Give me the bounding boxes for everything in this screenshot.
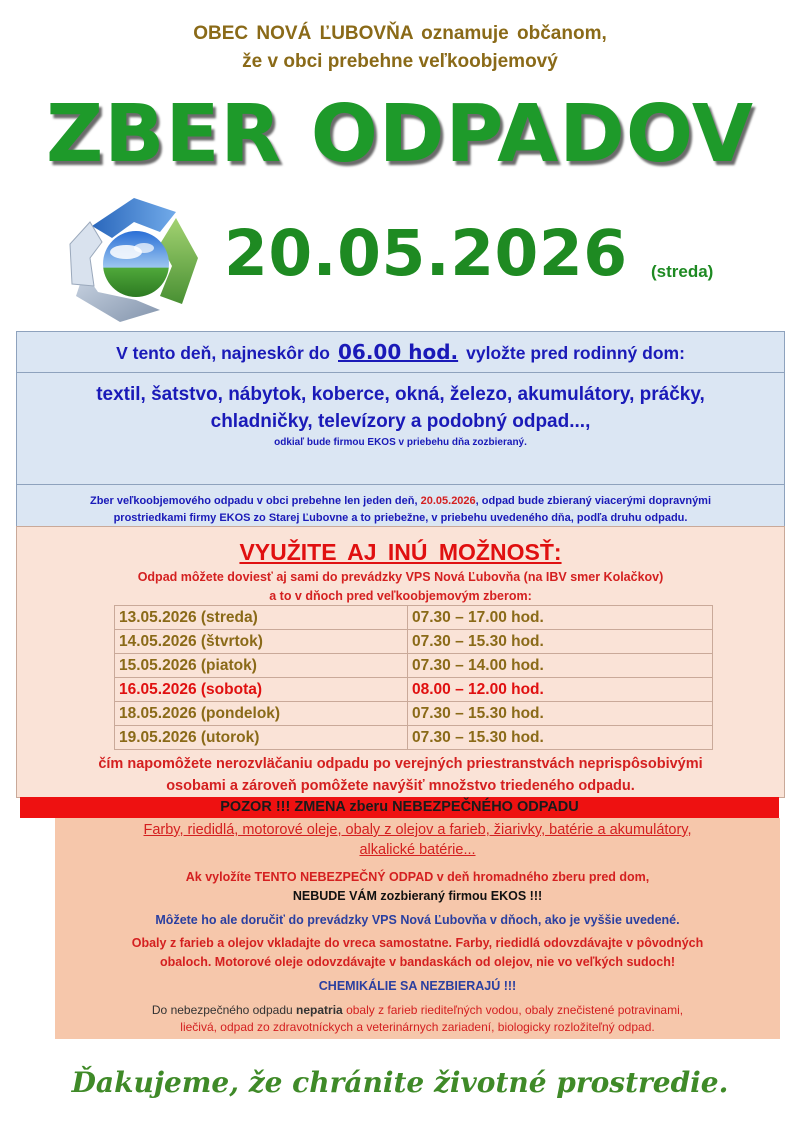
schedule-date: 16.05.2026 (sobota): [115, 678, 408, 702]
alternative-footer-line-2: osobami a zároveň pomôžete navýšiť množstvo triedeného odpadu.: [166, 778, 635, 794]
alternative-sub-line-2: a to v dňoch pred veľkoobjemovým zberom:: [269, 589, 532, 603]
hazardous-list: [55, 820, 780, 860]
schedule-hours: 07.30 – 15.30 hod.: [408, 726, 713, 750]
alternative-sub-line-1: Odpad môžete doviesť aj sami do prevádzky VPS Nová Ľubovňa (na IBV smer Kolačkov): [137, 570, 664, 584]
table-row: [115, 606, 713, 630]
table-row: [115, 702, 713, 726]
hazardous-waste-panel: [55, 818, 780, 1039]
accepted-items-line-2: chladničky, televízory a podobný odpad...,: [210, 411, 591, 432]
accepted-items-row: [17, 373, 784, 485]
collection-notice-panel: [16, 331, 785, 556]
schedule-hours: 07.30 – 15.30 hod.: [408, 630, 713, 654]
schedule-date: 15.05.2026 (piatok): [115, 654, 408, 678]
accepted-items-line-1: textil, šatstvo, nábytok, koberce, okná, železo, akumulátory, práčky,: [96, 384, 705, 405]
deadline-row: [17, 332, 784, 373]
collection-info-line-2: prostriedkami firmy EKOS zo Starej Ľubovne a to priebežne, v priebehu uvedeného dňa, podľa druhu odpadu.: [113, 512, 688, 524]
info-part-1: Zber veľkoobjemového odpadu v obci prebehne len jeden deň,: [89, 495, 418, 507]
hazardous-list-line-1: Farby, riedidlá, motorové oleje, obaly z olejov a farieb, žiarivky, batérie a akumulátory,: [143, 822, 692, 838]
deadline-time: 06.00 hod.: [338, 340, 459, 364]
table-row: [115, 678, 713, 702]
info-part-2: , odpad bude zbieraný viacerými dopravnými: [475, 495, 712, 507]
schedule-hours: 07.30 – 14.00 hod.: [408, 654, 713, 678]
alternative-footer: [17, 753, 784, 797]
opening-hours-table: [114, 605, 713, 750]
schedule-hours: 07.30 – 17.00 hod.: [408, 606, 713, 630]
not-hazardous-rest: obaly z farieb riediteľných vodou, obaly znečistené potravinami,: [346, 1003, 684, 1017]
schedule-hours: 07.30 – 15.30 hod.: [408, 702, 713, 726]
not-hazardous-list: [55, 1002, 780, 1036]
intro-line-2: že v obci prebehne veľkoobjemový: [242, 51, 558, 72]
hazardous-leave-warning: Ak vyložíte TENTO NEBEZPEČNÝ ODPAD v deň hromadného zberu pred dom,: [185, 870, 650, 884]
deadline-suffix: vyložte pred rodinný dom:: [466, 343, 685, 363]
thank-you-message: Ďakujeme, že chránite životné prostredie.: [71, 1066, 729, 1099]
hazardous-not-collected: NEBUDE VÁM zozbieraný firmou EKOS !!!: [292, 889, 543, 903]
deadline-prefix: V tento deň, najneskôr do: [116, 343, 330, 363]
not-hazardous-prefix: Do nebezpečného odpadu: [151, 1003, 293, 1017]
schedule-date: 14.05.2026 (štvrtok): [115, 630, 408, 654]
schedule-date: 13.05.2026 (streda): [115, 606, 408, 630]
table-row: [115, 726, 713, 750]
event-weekday: (streda): [651, 262, 714, 281]
info-date: 20.05.2026: [420, 495, 476, 507]
intro: [0, 20, 800, 76]
packaging-line-1: Obaly z farieb a olejov vkladajte do vreca samostatne. Farby, riedidlá odovzdávajte v pôvodných: [131, 936, 704, 950]
alternative-title: VYUŽITE AJ INÚ MOŽNOSŤ:: [239, 539, 562, 565]
alternative-option-panel: [16, 526, 785, 798]
schedule-hours: 08.00 – 12.00 hod.: [408, 678, 713, 702]
hazardous-change-banner: POZOR !!! ZMENA zberu NEBEZPEČNÉHO ODPADU: [20, 797, 779, 818]
intro-line-1: OBEC NOVÁ ĽUBOVŇA oznamuje občanom,: [193, 23, 607, 44]
packaging-line-2: obaloch. Motorové oleje odovzdávajte v bandaskách od olejov, nie vo veľkých sudoch!: [159, 955, 676, 969]
collection-info-line-1: [17, 493, 784, 510]
alternative-footer-line-1: čím napomôžete nerozvläčaniu odpadu po verejných priestranstvách neprispôsobivými: [98, 756, 703, 772]
accepted-items-note: odkiaľ bude firmou EKOS v priebehu dňa zozbieraný.: [274, 437, 527, 448]
hazardous-list-line-2: alkalické batérie...: [359, 842, 476, 858]
table-row: [115, 654, 713, 678]
packaging-instructions: [55, 934, 780, 972]
schedule-date: 18.05.2026 (pondelok): [115, 702, 408, 726]
recycling-globe-icon: [64, 192, 204, 326]
schedule-date: 19.05.2026 (utorok): [115, 726, 408, 750]
page-title: ZBER ODPADOV: [45, 88, 755, 180]
table-row: [115, 630, 713, 654]
not-hazardous-line-2: liečivá, odpad zo zdravotníckych a veterinárnych zariadení, biologicky rozložiteľný odpad.: [180, 1020, 655, 1034]
not-hazardous-line-1: [55, 1002, 780, 1019]
chemicals-warning: CHEMIKÁLIE SA NEZBIERAJÚ !!!: [318, 979, 517, 993]
hazardous-delivery-info: Môžete ho ale doručiť do prevádzky VPS Nová Ľubovňa v dňoch, ako je vyššie uvedené.: [155, 913, 680, 927]
event-date: 20.05.2026: [224, 217, 628, 290]
not-hazardous-keyword: nepatria: [296, 1003, 343, 1017]
